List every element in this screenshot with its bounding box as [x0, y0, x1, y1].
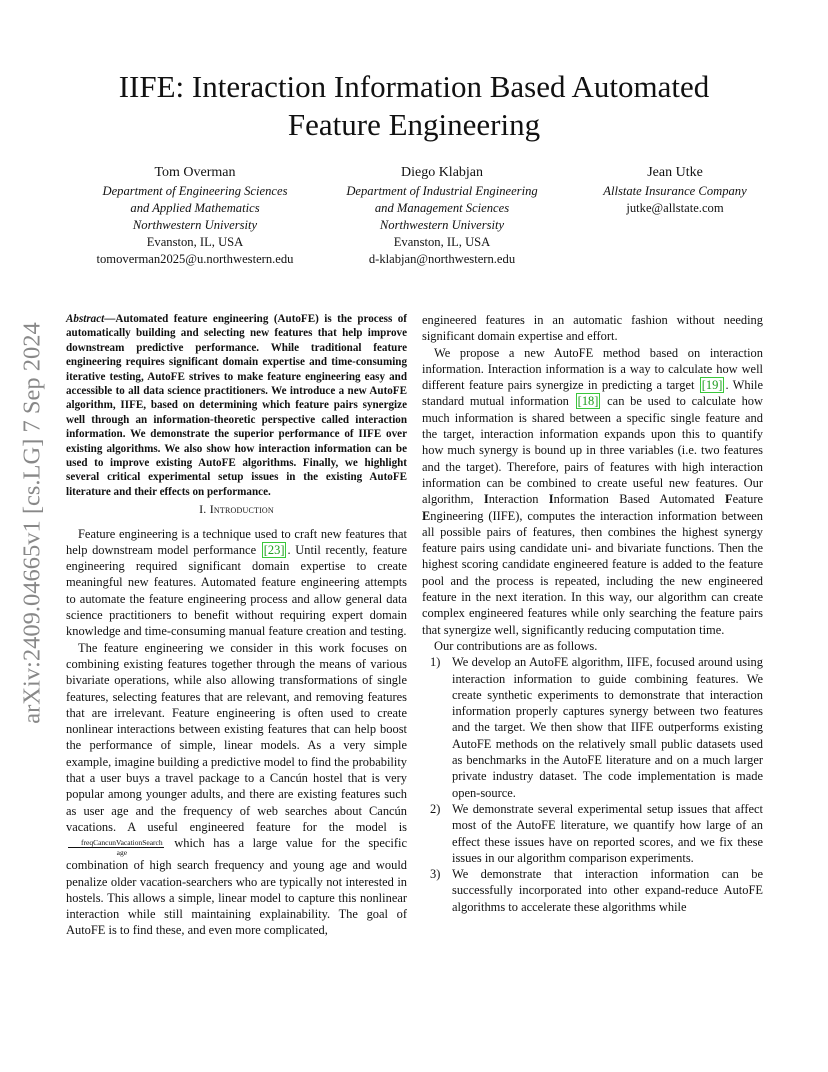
right-paragraph-1: engineered features in an automatic fashion without needing significant domain expertise and effort.: [422, 313, 763, 344]
text-run: . Until recently, feature engineering required significant domain expertise to create meaningful new features. Automated feature engineering attempts to automate the feature engineering process and allow general data science practitioners to benefit without requiring expert domain knowledge and time-consuming manual feature creation and testing.: [66, 542, 407, 639]
arxiv-identifier: [14, 293, 52, 753]
citation-link[interactable]: [19]: [701, 378, 723, 393]
fraction-denominator: age: [116, 848, 128, 858]
author-3: [560, 164, 790, 217]
citation-link[interactable]: [23]: [263, 542, 285, 557]
section-heading-introduction: [66, 501, 407, 517]
text-run: can be used to calculate how much information is shared between a specific single feature and the target, interaction information expands upon this to quantify how much synergy is bound up in three variables (i.e. two features and the target). Therefore, pairs of features with high interaction information can be combined to create useful new features. Our algorithm,: [422, 394, 764, 507]
author-name: Tom Overman: [154, 165, 236, 180]
author-affiliation: Northwestern University: [132, 218, 258, 232]
section-title: Introduction: [209, 502, 274, 517]
author-affiliation: Department of Industrial Engineering: [346, 184, 538, 198]
list-item-text: We demonstrate several experimental setup issues that affect most of the AutoFE literature, we quantify how large of an effect these issues have on reported scores, and we fix these issues in our algorithm comparison experiments.: [452, 801, 763, 865]
author-email: jutke@allstate.com: [626, 201, 724, 215]
intro-paragraph-2: [66, 640, 407, 939]
text-run: . While standard mutual information: [422, 378, 763, 409]
author-location: Evanston, IL, USA: [146, 235, 244, 249]
author-affiliation: Department of Engineering Sciences: [102, 184, 288, 198]
text-run: nteraction: [488, 492, 549, 507]
abstract-label: Abstract: [66, 313, 105, 325]
acronym-letter: E: [422, 508, 431, 523]
right-paragraph-2: [422, 345, 763, 638]
section-number: I.: [199, 502, 210, 517]
author-block: [60, 164, 780, 264]
paper-title: [60, 68, 768, 144]
author-affiliation: and Management Sciences: [374, 201, 510, 215]
text-run: ngineering (IIFE), computes the interaction information between all possible pairs of features, then combines the highest synergy feature pairs using candidate uni- and bivariate functions. Then the highest scoring candidate engineered feature is added to the feature pool and the process is repeated, including the new engineered feature in the next iteration. In this way, our algorithm can create complex engineered features while only searching the feature pairs that synergize well, significantly reducing computation time.: [422, 508, 763, 637]
acronym-letter: F: [725, 492, 733, 507]
author-2: [322, 164, 562, 268]
list-item-number: 2): [430, 801, 441, 816]
text-run: We propose a new AutoFE method based on interaction information. Interaction information is a way to calculate how well different feature pairs synergize in predicting a target: [422, 345, 763, 393]
acronym-letter: I: [483, 492, 489, 507]
intro-paragraph-1: [66, 526, 407, 640]
title-line-2: Feature Engineering: [287, 107, 541, 142]
fraction-formula: [68, 838, 164, 857]
author-affiliation: Allstate Insurance Company: [603, 184, 747, 198]
citation-link[interactable]: [18]: [577, 394, 599, 409]
list-item-number: 3): [430, 867, 441, 882]
author-location: Evanston, IL, USA: [393, 235, 491, 249]
abstract: [66, 312, 407, 499]
right-paragraph-3: Our contributions are as follows.: [434, 638, 598, 653]
abstract-body: —Automated feature engineering (AutoFE) is the process of automatically building and selecting new features that help improve downstream predictive performance. While traditional feature engineering requires significant domain expertise and time-consuming iterative testing, AutoFE strives to make feature engineering easy and accessible to all data science practitioners. We introduce a new AutoFE algorithm, IIFE, based on determining which feature pairs synergize well through an information-theoretic perspective called interaction information. We demonstrate the superior performance of IIFE over existing algorithms. We also show how interaction information can be used to improve existing AutoFE algorithms. Finally, we highlight several critical experimental setup issues in the existing AutoFE literature and their effects on performance.: [66, 313, 407, 498]
list-item-text: We demonstrate that interaction information can be successfully incorporated into other expand-reduce AutoFE algorithms to accelerate these algorithms while: [452, 867, 763, 914]
text-run: Feature engineering is a technique used to craft new features that help downstream model performance: [66, 526, 407, 557]
arxiv-identifier-text: arXiv:2409.04665v1 [cs.LG] 7 Sep 2024: [19, 322, 47, 724]
list-item-text: We develop an AutoFE algorithm, IIFE, focused around using interaction information to guide combining features. We create synthetic experiments to demonstrate that interaction information properly captures synergy between two features and the target. We then show that IIFE outperforms existing AutoFE methods on the relatively small public datasets used as benchmarks in the AutoFE literature and on a much larger private industry dataset. The code implementation is made open-source.: [452, 655, 763, 800]
list-item: [422, 866, 763, 915]
author-email: tomoverman2025@u.northwestern.edu: [96, 252, 294, 266]
text-run: which has a large value for the specific combination of high search frequency and young age and would penalize older vacation-searchers who are typically not interested in hostels. This allows a simple, linear model to capture this nonlinear interaction while still maintaining explainability. The goal of AutoFE is to find these, and even more complicated,: [66, 836, 408, 938]
author-1: [75, 164, 315, 268]
author-name: Diego Klabjan: [400, 165, 484, 180]
right-column: [422, 312, 763, 915]
author-affiliation: Northwestern University: [379, 218, 505, 232]
author-affiliation: and Applied Mathematics: [130, 201, 260, 215]
text-run: The feature engineering we consider in this work focuses on combining existing features together through the means of various bivariate operations, while also allowing transformations of single features, selecting features that are relevant, and removing features that are irrelevant. Feature engineering is often used to create nonlinear interactions between existing features that can help boost the performance of simple, linear models. As a very simple example, imagine building a predictive model to find the probability that a user buys a travel package to a Cancún hostel that is very popular among younger adults, and there are existing features such as user age and the frequency of web searches about Cancún vacations. A useful engineered feature for the model is: [66, 640, 407, 834]
contributions-list: [422, 654, 763, 915]
list-item-number: 1): [430, 655, 441, 670]
fraction-numerator: freqCancunVacationSearch: [68, 838, 164, 848]
list-item: [422, 801, 763, 866]
list-item: [422, 654, 763, 801]
text-run: nformation Based Automated: [553, 492, 725, 507]
text-run: eature: [732, 492, 763, 507]
acronym-letter: I: [548, 492, 554, 507]
title-line-1: IIFE: Interaction Information Based Automated: [118, 69, 710, 104]
author-name: Jean Utke: [647, 165, 703, 180]
left-column: [66, 312, 407, 939]
author-email: d-klabjan@northwestern.edu: [368, 252, 516, 266]
